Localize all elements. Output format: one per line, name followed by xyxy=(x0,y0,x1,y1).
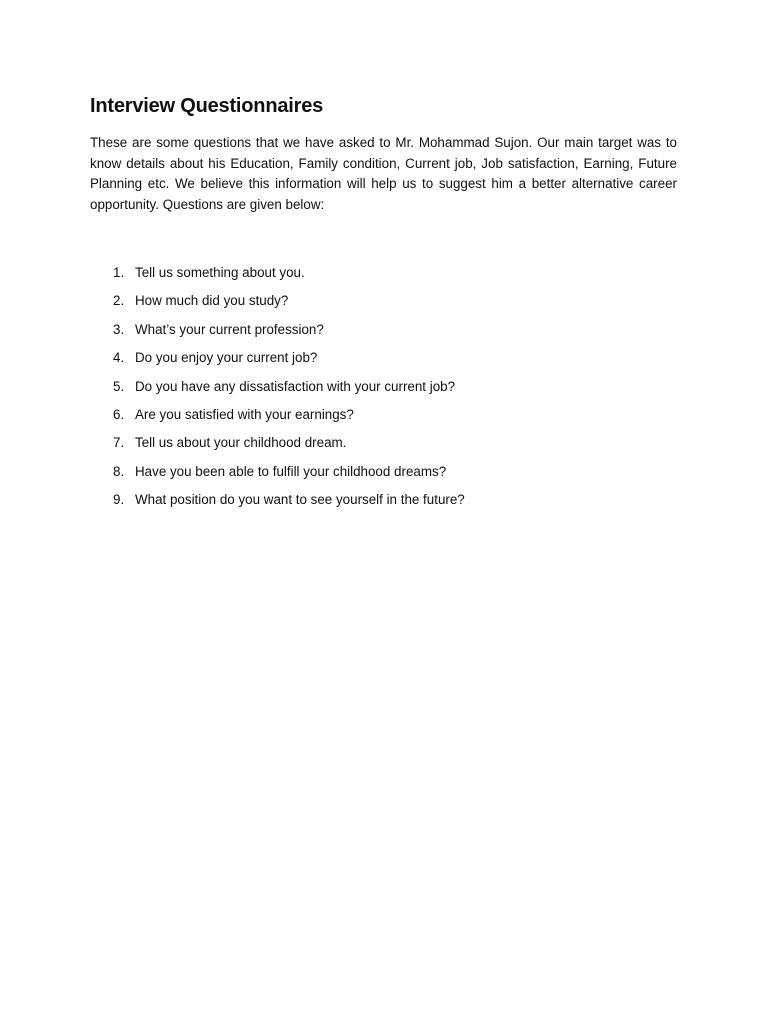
question-item xyxy=(90,490,677,510)
question-number: 7. xyxy=(113,435,125,451)
question-item xyxy=(90,263,677,283)
question-list xyxy=(90,263,677,510)
question-number: 5. xyxy=(113,378,125,394)
question-number: 6. xyxy=(113,406,125,422)
question-text: How much did you study? xyxy=(135,293,289,309)
question-item xyxy=(90,377,677,397)
question-item xyxy=(90,405,677,425)
question-number: 8. xyxy=(113,463,125,479)
question-number: 2. xyxy=(113,293,125,309)
question-text: Have you been able to fulfill your childhood dreams? xyxy=(135,463,447,479)
intro-paragraph: These are some questions that we have asked to Mr. Mohammad Sujon. Our main target was to know details about his Education, Family condition, Current job, Job satisfaction, Earning, Future Planning etc. We believe this information will help us to suggest him a better alternative career opportunity. Questions are given below: xyxy=(90,135,677,212)
question-text: What’s your current profession? xyxy=(135,321,324,337)
page-title: Interview Questionnaires xyxy=(90,95,324,117)
question-item xyxy=(90,291,677,311)
question-item xyxy=(90,348,677,368)
question-number: 3. xyxy=(113,321,125,337)
question-text: Tell us about your childhood dream. xyxy=(135,435,347,451)
document-page xyxy=(90,92,677,519)
question-text: What position do you want to see yourself in the future? xyxy=(135,492,465,508)
question-item xyxy=(90,433,677,453)
question-text: Are you satisfied with your earnings? xyxy=(135,406,354,422)
question-item xyxy=(90,320,677,340)
question-number: 1. xyxy=(113,265,125,280)
question-number: 4. xyxy=(113,350,125,366)
question-number: 9. xyxy=(113,492,125,508)
question-text: Do you have any dissatisfaction with your current job? xyxy=(135,378,456,394)
question-text: Tell us something about you. xyxy=(135,265,305,280)
question-item xyxy=(90,462,677,482)
question-text: Do you enjoy your current job? xyxy=(135,350,318,366)
